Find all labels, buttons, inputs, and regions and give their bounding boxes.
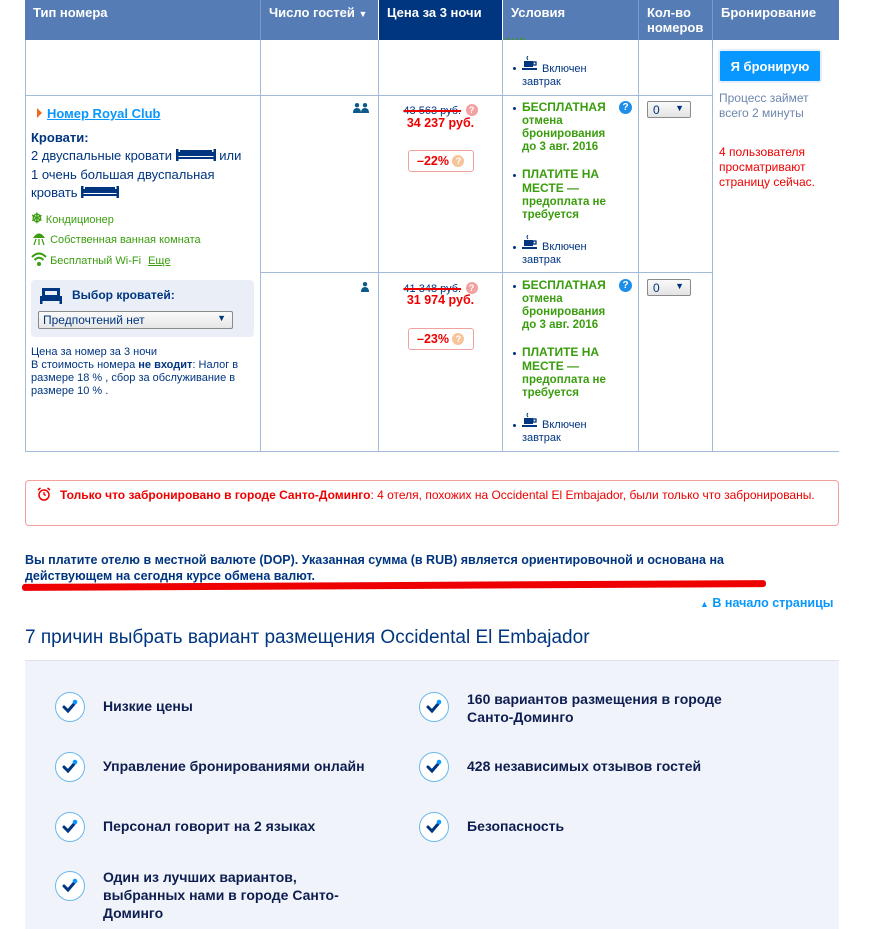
cancel-help-icon[interactable]: ? (619, 279, 632, 292)
qty-select-2[interactable]: 0 ▼ (647, 279, 691, 296)
reason-item: Один из лучших вариантов, выбранных нами в городе Санто-Доминго (55, 871, 363, 922)
reason-item: 428 независимых отзывов гостей (419, 752, 701, 782)
king-bed-icon (81, 185, 119, 203)
more-amenities-link[interactable]: Еще (148, 255, 171, 267)
back-to-top-link[interactable]: ▲ В начало страницы (700, 596, 834, 610)
grid-line (260, 272, 713, 273)
reason-item: Безопасность (419, 812, 564, 842)
price-help-icon[interactable]: ? (466, 104, 478, 116)
guests-1-icon (361, 279, 369, 297)
pay-at-hotel-2: ПЛАТИТЕ НА МЕСТЕ — предоплата не требуется (522, 345, 606, 399)
beds-line2: 1 очень большая двуспальная кровать (31, 166, 251, 203)
price-help-icon[interactable]: ? (466, 282, 478, 294)
process-note: Процесс займет всего 2 минуты (719, 91, 809, 120)
new-price-2: 31 974 руб. (406, 293, 475, 307)
breakfast-text-2: Включен завтрак (522, 419, 587, 444)
beds-label: Кровати: (31, 130, 89, 145)
reason-item: Персонал говорит на 2 языках (55, 812, 315, 842)
discount-help-icon[interactable]: ? (452, 333, 464, 345)
recent-bookings-text: Только что забронировано в городе Санто-Доминго: 4 отеля, похожих на Occidental El Embajador, были только что забронированы. (60, 488, 815, 502)
pay-at-hotel-1: ПЛАТИТЕ НА МЕСТЕ — предоплата не требуется (522, 167, 606, 221)
tax-note: В стоимость номера не входит: Налог в размере 18 % , сбор за обслуживание в размере 10 % . (31, 359, 239, 397)
checkmark-icon (55, 812, 85, 842)
free-cancel-2: БЕСПЛАТНАЯ отмена бронирования до 3 авг. 2016 (522, 278, 606, 331)
reason-item: Низкие цены (55, 692, 193, 722)
grid-line (638, 40, 639, 451)
header-qty: Кол-во номеров (639, 0, 712, 40)
reason-item: 160 вариантов размещения в городе Санто-Доминго (419, 692, 767, 726)
recent-bookings-alert (25, 480, 839, 526)
header-guests[interactable] (261, 0, 378, 40)
header-room-type: Тип номера (25, 0, 260, 40)
free-cancel-1: БЕСПЛАТНАЯ отмена бронирования до 3 авг. 2016 (522, 100, 606, 153)
guests-2-icon (353, 100, 369, 118)
dropdown-arrow-icon: ▼ (675, 103, 684, 113)
reasons-title: 7 причин выбрать вариант размещения Occidental El Embajador (25, 627, 590, 648)
arrow-up-icon: ▲ (700, 599, 709, 609)
old-price-1: 43 563 руб. ? (379, 101, 502, 119)
header-price[interactable]: Цена за 3 ночи (379, 0, 502, 40)
grid-line (502, 40, 503, 451)
wifi-icon (31, 251, 47, 270)
amenity-ac: ❄ Кондиционер (31, 210, 114, 226)
discount-help-icon[interactable]: ? (452, 155, 464, 167)
checkmark-icon (419, 752, 449, 782)
header-booking: Бронирование (713, 0, 839, 40)
double-bed-icon (176, 149, 216, 164)
price-note: Цена за номер за 3 ночи (31, 346, 157, 358)
reason-item: Управление бронированиями онлайн (55, 752, 365, 782)
dropdown-arrow-icon: ▼ (675, 281, 684, 291)
qty-select-1[interactable]: 0 ▼ (647, 101, 691, 118)
prev-breakfast-text: Включен завтрак (522, 63, 587, 88)
amenity-bathroom: Собственная ванная комната (31, 230, 201, 249)
grid-line (25, 40, 26, 451)
checkmark-icon (419, 692, 449, 722)
bed-choice-select[interactable]: Предпочтений нет ▼ (38, 311, 233, 329)
room-arrow-icon (37, 108, 42, 118)
book-button[interactable]: Я бронирую (718, 49, 822, 83)
checkmark-icon (55, 752, 85, 782)
room-name-link[interactable]: Номер Royal Club (47, 106, 161, 121)
cancel-help-icon[interactable]: ? (619, 101, 632, 114)
caret-down-icon: ▼ (358, 9, 368, 19)
checkmark-icon (55, 692, 85, 722)
shower-icon (31, 230, 47, 249)
bed-icon (40, 288, 62, 309)
snowflake-icon: ❄ (31, 210, 43, 226)
checkmark-icon (55, 871, 85, 901)
grid-line (25, 451, 839, 452)
currency-note: Вы платите отелю в местной валюте (DOP). Указанная сумма (в RUB) является ориентировочной и основана на действующем на сегодня курсе обмена валют. (25, 553, 724, 583)
grid-line (25, 95, 713, 96)
dropdown-arrow-icon: ▼ (217, 313, 226, 323)
breakfast-text-1: Включен завтрак (522, 241, 587, 266)
alarm-clock-icon (37, 487, 51, 506)
checkmark-icon (419, 812, 449, 842)
old-price-2: 41 348 руб. ? (379, 279, 502, 297)
new-price-1: 34 237 руб. (406, 116, 475, 130)
discount-badge-2: –23% ? (408, 328, 474, 350)
discount-badge-1: –22% ? (408, 150, 474, 172)
bed-choice-label: Выбор кроватей: (72, 288, 175, 302)
grid-line (712, 40, 713, 451)
amenity-wifi: Бесплатный Wi-Fi Еще (31, 251, 170, 270)
viewers-note: 4 пользователя просматривают страницу сейчас. (719, 145, 816, 189)
header-conditions: Условия (503, 0, 638, 40)
grid-line (260, 40, 261, 451)
header-guests-label: Число гостей (269, 5, 355, 20)
beds-line1: 2 двуспальные кровати или (31, 148, 242, 163)
